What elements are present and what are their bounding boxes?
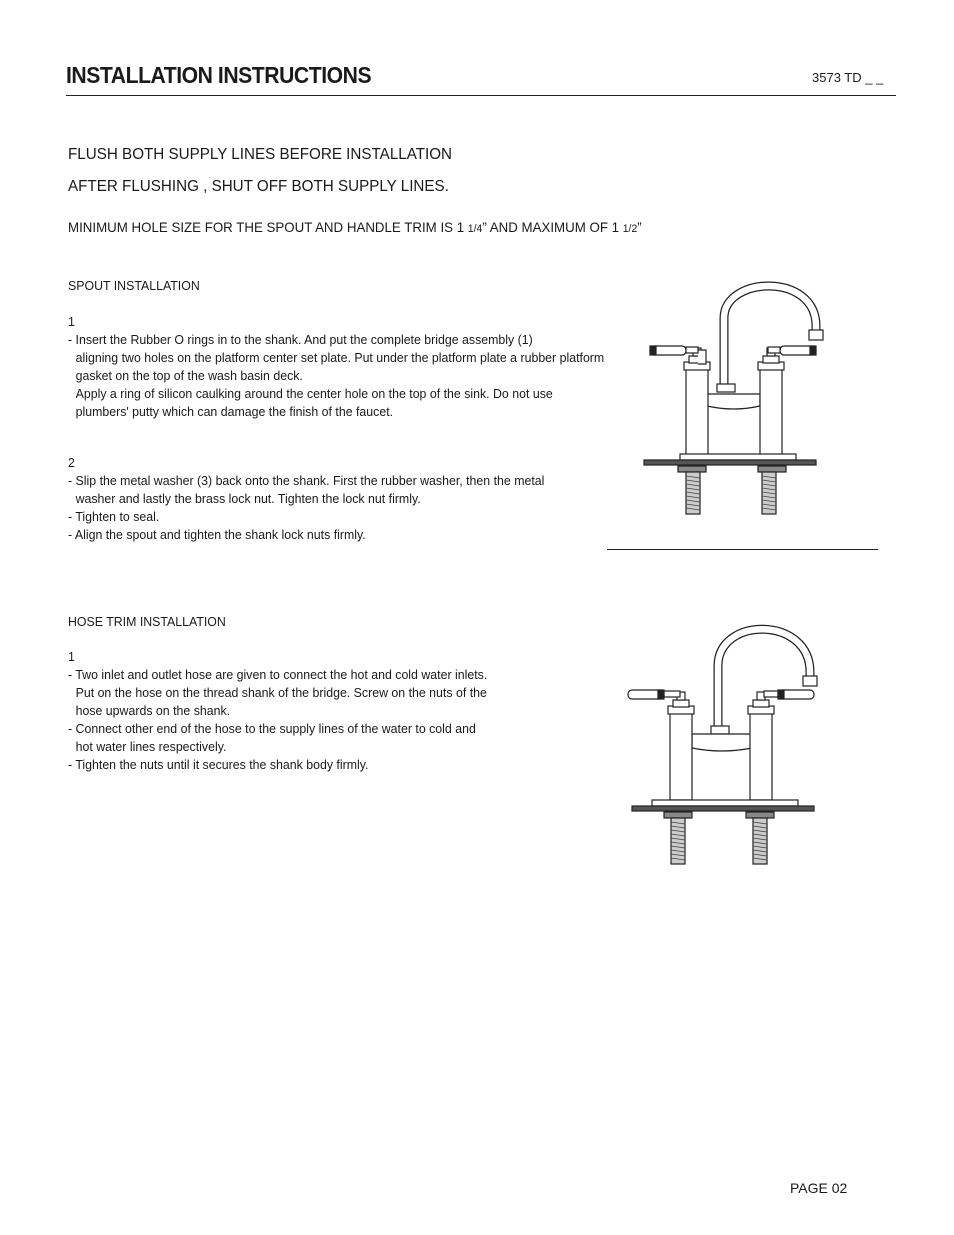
hole-size-fraction-min: 1/4 [467,223,483,235]
faucet-illustration-spout [640,278,825,518]
instruction-line: aligning two holes on the platform center set plate. Put under the platform plate a rubber platform [75,350,605,365]
hole-size-note [68,219,642,235]
spout-section-heading: SPOUT INSTALLATION [68,278,200,293]
instruction-line: hot water lines respectively. [75,739,227,754]
hose-step-1 [68,648,487,774]
hole-size-text-a: MINIMUM HOLE SIZE FOR THE SPOUT AND HANDLE TRIM IS 1 [68,219,468,235]
faucet-illustration-hose [622,620,820,870]
instruction-line: - Insert the Rubber O rings in to the shank. And put the complete bridge assembly (1) [68,332,533,347]
instruction-line: - Connect other end of the hose to the supply lines of the water to cold and [68,721,476,736]
hose-section-heading: HOSE TRIM INSTALLATION [68,614,226,629]
instruction-line: washer and lastly the brass lock nut. Tighten the lock nut firmly. [75,491,421,506]
instruction-line: Apply a ring of silicon caulking around the center hole on the top of the sink. Do not use [75,386,553,401]
step-number: 1 [68,314,75,329]
page-number: PAGE 02 [790,1180,848,1196]
spout-step-2 [68,454,544,544]
instruction-line: - Tighten to seal. [68,509,160,524]
hole-size-fraction-max: 1/2 [622,223,638,235]
instruction-line: - Tighten the nuts until it secures the shank body firmly. [68,757,369,772]
instruction-line: - Align the spout and tighten the shank lock nuts firmly. [68,527,366,542]
step-number: 2 [68,455,75,470]
step-number: 1 [68,649,75,664]
instruction-line: gasket on the top of the wash basin deck. [75,368,303,383]
hole-size-text-c: ” [637,219,642,235]
spout-step-1 [68,313,604,421]
instruction-line: hose upwards on the shank. [75,703,231,718]
instruction-line: plumbers' putty which can damage the finish of the faucet. [75,404,394,419]
instruction-line: - Two inlet and outlet hose are given to connect the hot and cold water inlets. [68,667,488,682]
flush-note: FLUSH BOTH SUPPLY LINES BEFORE INSTALLATION [68,146,453,163]
instruction-line: Put on the hose on the thread shank of the bridge. Screw on the nuts of the [75,685,487,700]
hole-size-text-b: ” AND MAXIMUM OF 1 [482,219,623,235]
shutoff-note: AFTER FLUSHING , SHUT OFF BOTH SUPPLY LINES. [68,178,449,195]
page-title: INSTALLATION INSTRUCTIONS [66,62,372,88]
section-divider [607,549,878,550]
document-number: 3573 TD _ _ [812,70,884,85]
header-divider [66,95,896,96]
instruction-line: - Slip the metal washer (3) back onto the shank. First the rubber washer, then the metal [68,473,545,488]
